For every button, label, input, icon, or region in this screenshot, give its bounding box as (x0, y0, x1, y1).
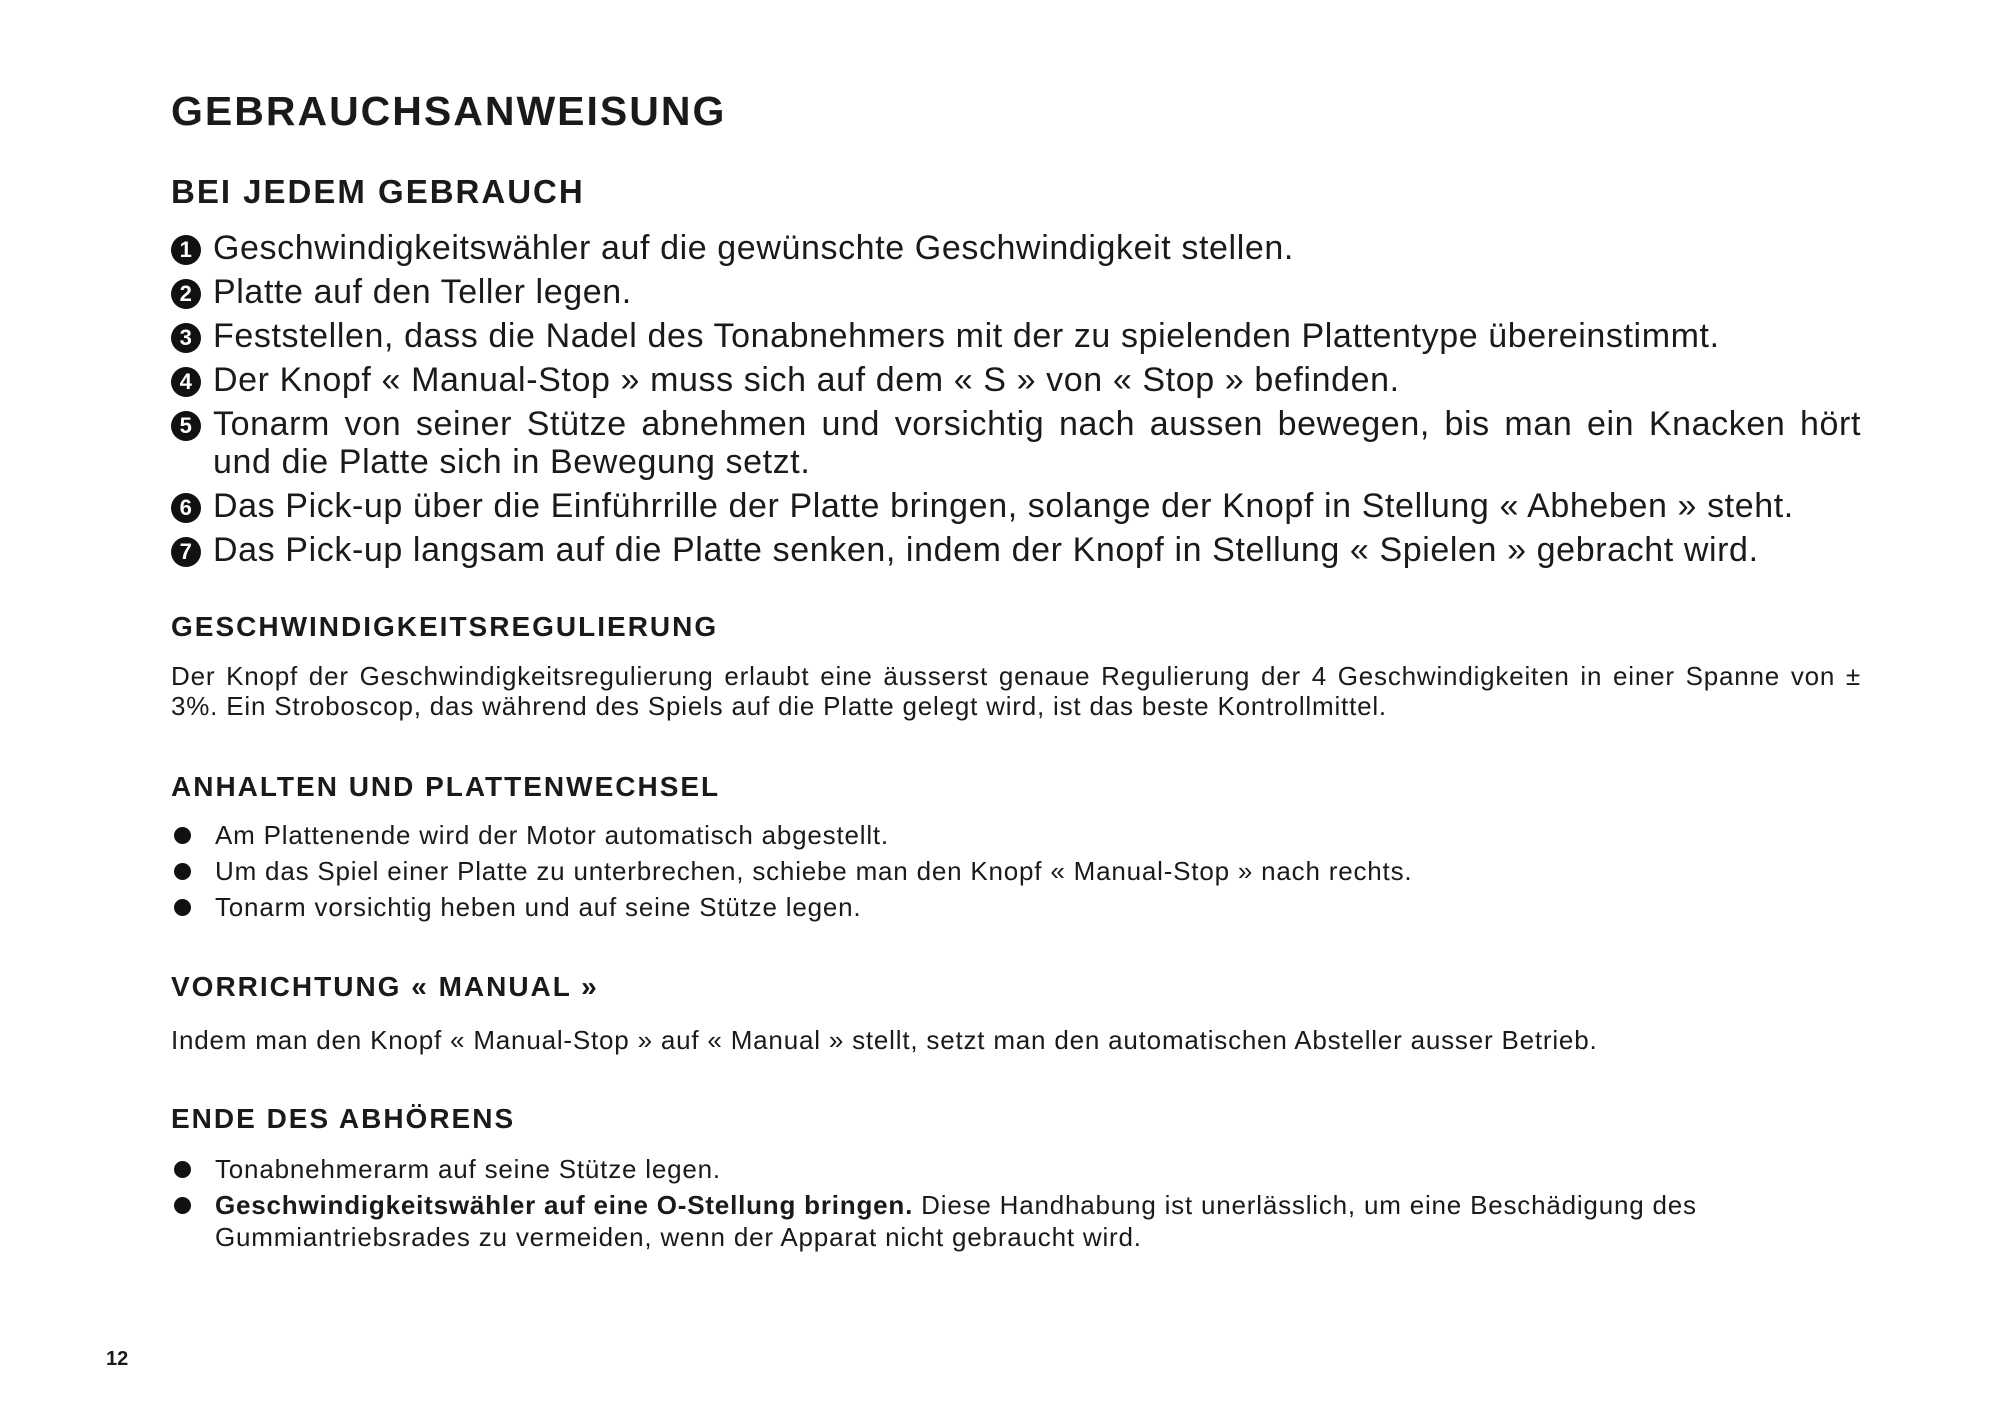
step-number-1: 1 (171, 235, 201, 265)
manual-device-text: Indem man den Knopf « Manual-Stop » auf « Manual » stellt, setzt man den automatischen Absteller ausser Betrieb. (171, 1025, 1598, 1055)
end-listening-list (171, 1153, 1861, 1253)
step-item (171, 273, 1861, 311)
section-heading-every-use: BEI JEDEM GEBRAUCH (171, 173, 585, 210)
section-heading-manual-device: VORRICHTUNG « MANUAL » (171, 971, 599, 1002)
step-text: Tonarm von seiner Stütze abnehmen und vorsichtig nach aussen bewegen, bis man ein Knacken hört und die Platte sich in Bewegung setzt. (213, 405, 1861, 481)
bullet-icon (174, 1161, 191, 1178)
step-item (171, 405, 1861, 481)
bullet-icon (174, 899, 191, 916)
list-item-text: Am Plattenende wird der Motor automatisch abgestellt. (215, 820, 889, 850)
usage-steps (171, 229, 1861, 569)
list-item-text: Tonabnehmerarm auf seine Stütze legen. (215, 1154, 721, 1184)
step-text: Geschwindigkeitswähler auf die gewünschte Geschwindigkeit stellen. (213, 229, 1294, 267)
step-text: Das Pick-up langsam auf die Platte senken, indem der Knopf in Stellung « Spielen » gebracht wird. (213, 531, 1759, 569)
step-number-3: 3 (171, 323, 201, 353)
step-number-7: 7 (171, 537, 201, 567)
list-item-text (215, 1189, 1861, 1253)
step-item (171, 531, 1861, 569)
instruction-explanation: Diese Handhabung ist unerlässlich, um eine Beschädigung des Gummiantriebsrades zu vermeiden, wenn der Apparat nicht gebraucht wird. (215, 1190, 1697, 1252)
list-item (171, 891, 1861, 923)
step-text: Feststellen, dass die Nadel des Tonabnehmers mit der zu spielenden Plattentype übereinstimmt. (213, 317, 1720, 355)
page-number: 12 (106, 1348, 129, 1370)
speed-regulation-text: Der Knopf der Geschwindigkeitsregulierung erlaubt eine äusserst genaue Regulierung der 4 Geschwindigkeiten in einer Spanne von ± 3%. Ein Stroboscop, das während des Spiels auf die Platte gelegt wird, ist das beste Kontrollmittel. (171, 661, 1861, 721)
step-item (171, 317, 1861, 355)
step-number-5: 5 (171, 411, 201, 441)
list-item-text: Um das Spiel einer Platte zu unterbrechen, schiebe man den Knopf « Manual-Stop » nach rechts. (215, 856, 1413, 886)
bullet-icon (174, 827, 191, 844)
list-item (171, 819, 1861, 851)
bullet-icon (174, 863, 191, 880)
section-heading-speed-regulation: GESCHWINDIGKEITSREGULIERUNG (171, 611, 719, 642)
section-heading-stop-change: ANHALTEN UND PLATTENWECHSEL (171, 771, 721, 802)
stop-change-list (171, 819, 1861, 923)
emphasized-instruction: Geschwindigkeitswähler auf eine O-Stellung bringen. (215, 1190, 914, 1220)
step-number-6: 6 (171, 493, 201, 523)
step-item (171, 229, 1861, 267)
step-item (171, 361, 1861, 399)
step-text: Das Pick-up über die Einführrille der Platte bringen, solange der Knopf in Stellung « Abheben » steht. (213, 487, 1794, 525)
step-number-2: 2 (171, 279, 201, 309)
list-item-text: Tonarm vorsichtig heben und auf seine Stütze legen. (215, 892, 862, 922)
list-item (171, 855, 1861, 887)
step-item (171, 487, 1861, 525)
bullet-icon (174, 1197, 191, 1214)
list-item (171, 1189, 1861, 1253)
step-text: Platte auf den Teller legen. (213, 273, 632, 311)
list-item (171, 1153, 1861, 1185)
step-text: Der Knopf « Manual-Stop » muss sich auf dem « S » von « Stop » befinden. (213, 361, 1400, 399)
manual-page (171, 88, 1861, 1257)
section-heading-end-listening: ENDE DES ABHÖRENS (171, 1103, 516, 1134)
step-number-4: 4 (171, 367, 201, 397)
page-title: GEBRAUCHSANWEISUNG (171, 88, 727, 134)
